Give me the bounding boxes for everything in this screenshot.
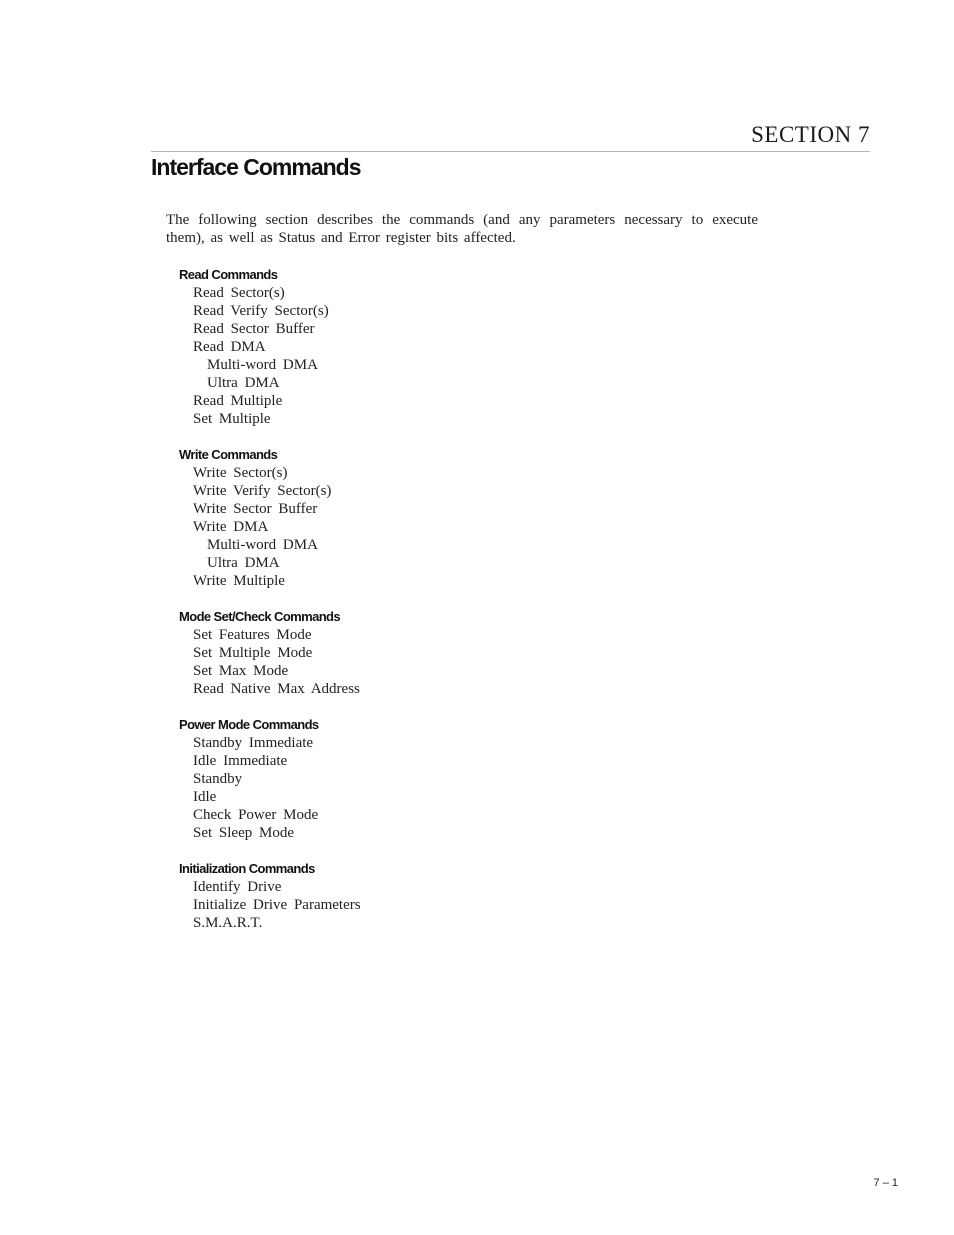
command-group: [179, 860, 579, 932]
command-item: Read Multiple: [193, 393, 283, 409]
command-item: Set Max Mode: [193, 663, 289, 679]
command-item: Set Multiple: [193, 411, 271, 427]
page-number: 7 – 1: [873, 1177, 898, 1189]
section-label: SECTION 7: [751, 122, 870, 147]
command-item: Standby: [193, 771, 243, 787]
command-item: S.M.A.R.T.: [193, 915, 263, 931]
intro-paragraph: The following section describes the commands (and any parameters necessary to execute them), as well as Status and Error register bits affected.: [166, 212, 758, 246]
group-heading: Read Commands: [179, 267, 278, 282]
group-heading: Mode Set/Check Commands: [179, 609, 341, 624]
sub-command-item: Multi-word DMA: [207, 537, 318, 553]
command-item: Read Sector(s): [193, 285, 285, 301]
command-item: Read Verify Sector(s): [193, 303, 329, 319]
command-item: Read DMA: [193, 339, 266, 355]
group-heading: Power Mode Commands: [179, 717, 319, 732]
page-title: Interface Commands: [151, 154, 361, 180]
command-item: Write Sector(s): [193, 465, 288, 481]
command-item: Standby Immediate: [193, 735, 314, 751]
command-groups: [179, 266, 579, 950]
command-item: Set Features Mode: [193, 627, 312, 643]
sub-command-item: Multi-word DMA: [207, 357, 318, 373]
header-rule: [151, 151, 870, 152]
command-item: Write Sector Buffer: [193, 501, 318, 517]
command-group: [179, 608, 579, 698]
command-item: Write Multiple: [193, 573, 285, 589]
command-group: [179, 266, 579, 428]
command-item: Idle: [193, 789, 217, 805]
command-item: Idle Immediate: [193, 753, 288, 769]
command-list: [179, 734, 579, 842]
command-list: [179, 464, 579, 590]
command-item: Write Verify Sector(s): [193, 483, 332, 499]
command-list: [179, 878, 579, 932]
command-group: [179, 716, 579, 842]
command-item: Check Power Mode: [193, 807, 319, 823]
command-item: Read Native Max Address: [193, 681, 360, 697]
command-list: [179, 626, 579, 698]
command-group: [179, 446, 579, 590]
command-item: Write DMA: [193, 519, 269, 535]
command-item: Set Sleep Mode: [193, 825, 294, 841]
command-item: Read Sector Buffer: [193, 321, 315, 337]
command-item: Set Multiple Mode: [193, 645, 313, 661]
group-heading: Initialization Commands: [179, 861, 315, 876]
command-item: Identify Drive: [193, 879, 282, 895]
sub-command-item: Ultra DMA: [207, 555, 280, 571]
command-item: Initialize Drive Parameters: [193, 897, 361, 913]
group-heading: Write Commands: [179, 447, 278, 462]
sub-command-item: Ultra DMA: [207, 375, 280, 391]
command-list: [179, 284, 579, 428]
